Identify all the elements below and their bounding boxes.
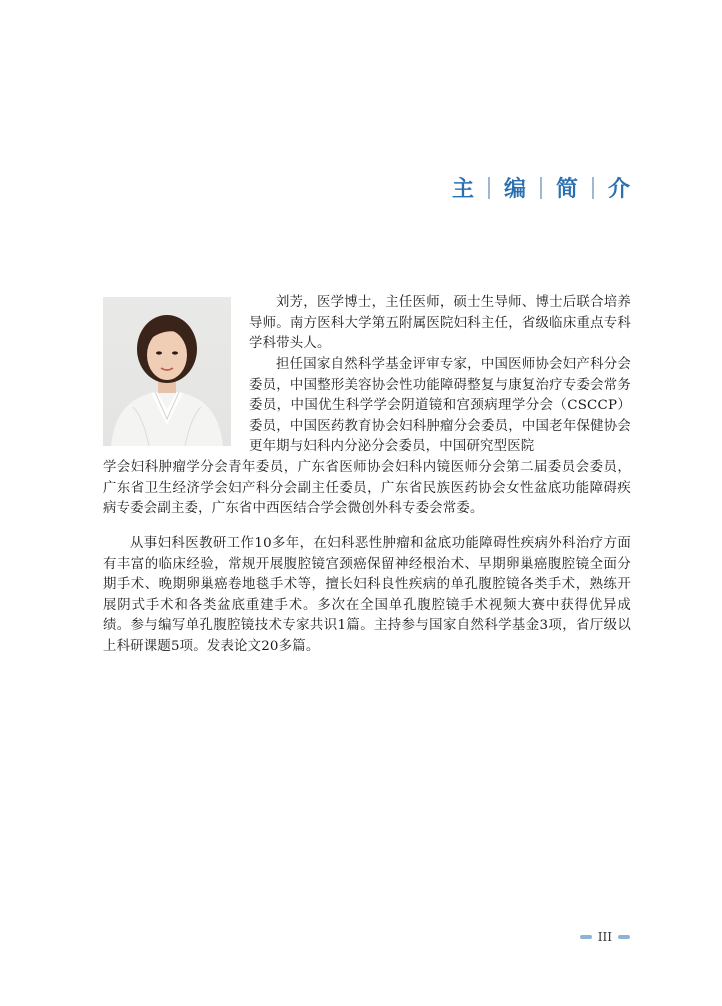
title-char: 主 xyxy=(451,177,474,202)
title-char: 介 xyxy=(607,177,630,202)
title-char: 编 xyxy=(503,177,526,202)
bio-paragraph-experience: 从事妇科医教研工作10多年，在妇科恶性肿瘤和盆底功能障碍性疾病外科治疗方面有丰富的临床经验，常规开展腹腔镜宫颈癌保留神经根治术、早期卵巢癌腹腔镜全面分期手术、晚期卵巢癌卷地毯手术等，擅长妇科良性疾病的单孔腹腔镜各类手术，熟练开展阴式手术和各类盆底重建手术。多次在全国单孔腹腔镜手术视频大赛中获得优异成绩。参与编写单孔腹腔镜技术专家共识1篇。主持参与国家自然科学基金3项，省厅级以上科研课题5项。发表论文20多篇。 xyxy=(103,536,631,654)
page-number xyxy=(580,930,630,944)
bio-paragraph-roles: 担任国家自然科学基金评审专家，中国医师协会妇产科分会委员，中国整形美容协会性功能障碍整复与康复治疗专委会常务委员，中国优生科学学会阴道镜和宫颈病理学分会（CSCCP）委员，中国医药教育协会妇科肿瘤分会委员，中国老年保健协会更年期与妇科内分泌分会委员，中国研究型医院 xyxy=(249,357,631,455)
portrait-photo xyxy=(103,297,231,446)
bio-paragraph-intro: 刘芳，医学博士，主任医师，硕士生导师、博士后联合培养导师。南方医科大学第五附属医院妇科主任，省级临床重点专科学科带头人。 xyxy=(249,295,631,352)
bio-paragraph-roles-continued: 学会妇科肿瘤学分会青年委员，广东省医师协会妇科内镜医师分会第二届委员会委员，广东省卫生经济学会妇产科分会副主任委员，广东省民族医药协会女性盆底功能障碍疾病专委会副主委，广东省中西医结合学会微创外科专委会常委。 xyxy=(103,460,631,517)
title-char: 简 xyxy=(555,177,578,202)
portrait-illustration xyxy=(103,297,231,446)
title-divider xyxy=(540,177,542,199)
page-number-bar-left xyxy=(580,935,592,939)
page-number-bar-right xyxy=(618,935,630,939)
page-number-text: III xyxy=(597,930,612,944)
title-divider xyxy=(592,177,594,199)
title-divider xyxy=(488,177,490,199)
page-title xyxy=(452,172,630,203)
